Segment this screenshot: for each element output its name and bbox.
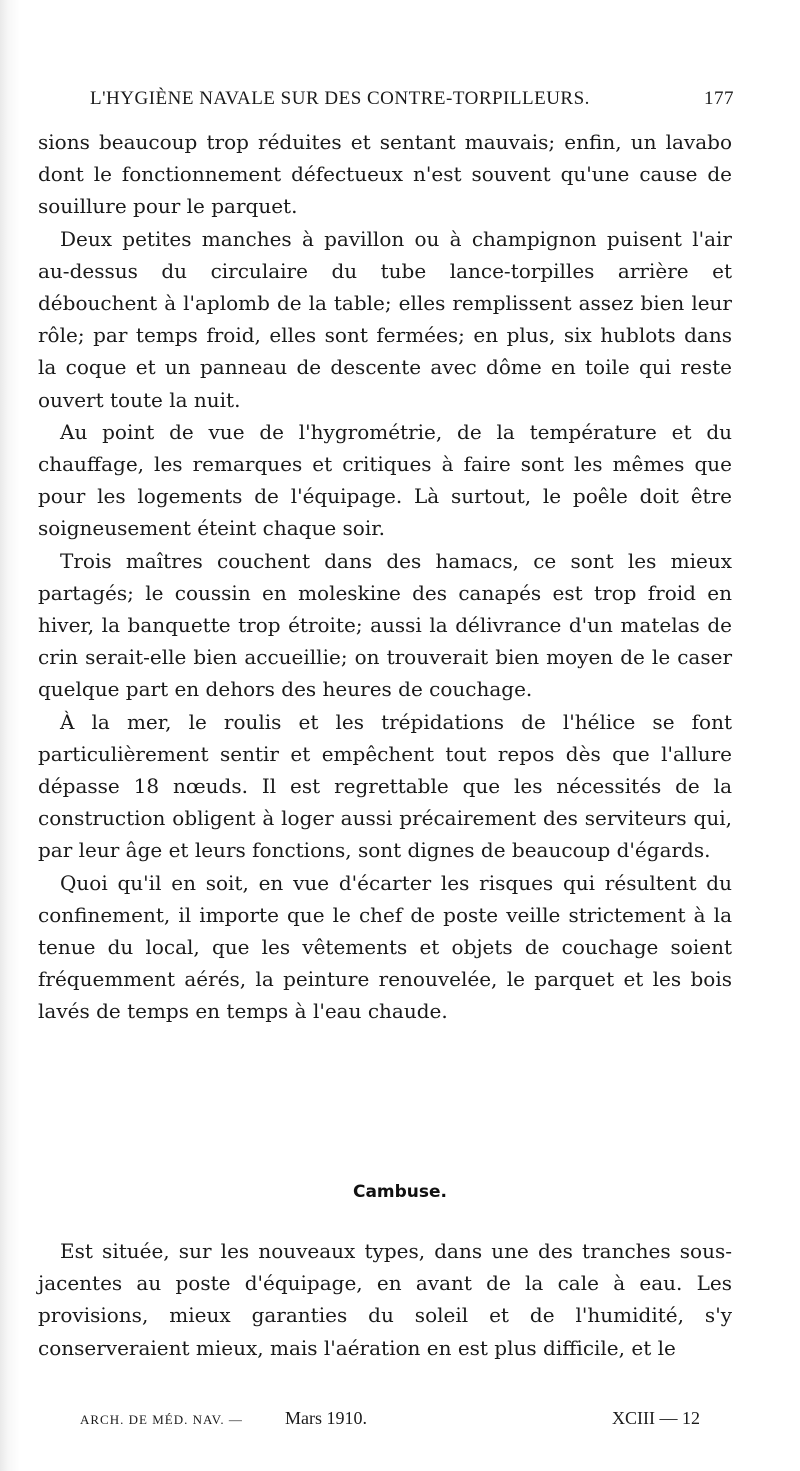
journal-title: ARCH. DE MÉD. NAV. — [80, 1412, 225, 1427]
main-text — [38, 126, 732, 1028]
paragraph: Deux petites manches à pavillon ou à champignon puisent l'air au-dessus du circulaire du tube lance-torpilles arrière et débouchent à l'aplomb de la table; elles remplissent assez bien leur rôle; par temps froid, elles sont fermées; en plus, six hublots dans la coque et un panneau de descente avec dôme en toile qui reste ouvert toute la nuit. — [38, 226, 732, 412]
page-footer — [80, 1408, 700, 1434]
section-text — [38, 1235, 732, 1364]
journal-name — [80, 1412, 243, 1428]
page-number: 177 — [704, 88, 734, 109]
issue-date: Mars 1910. — [285, 1408, 367, 1428]
footer-separator: — — [228, 1412, 243, 1427]
paragraph: sions beaucoup trop réduites et sentant mauvais; enfin, un lavabo dont le fonctionnement défectueux n'est souvent qu'une cause de souillure pour le parquet. — [38, 130, 732, 219]
running-head — [90, 88, 740, 120]
paragraph: Quoi qu'il en soit, en vue d'écarter les risques qui résultent du confinement, il importe que le chef de poste veille strictement à la tenue du local, que les vêtements et objets de couchage soient fréquemment aérés, la peinture renouvelée, le parquet et les bois lavés de temps en temps à l'eau chaude. — [38, 870, 732, 1024]
section-heading: Cambuse. — [352, 1182, 448, 1202]
paragraph: Est située, sur les nouveaux types, dans une des tranches sous-jacentes au poste d'équipage, en avant de la cale à eau. Les provisions, mieux garanties du soleil et de l'humidité, s'y conserveraient mieux, mais l'aération en est plus difficile, et le — [38, 1239, 732, 1360]
paragraph: Au point de vue de l'hygrométrie, de la température et du chauffage, les remarques et critiques à faire sont les mêmes que pour les logements de l'équipage. Là surtout, le poêle doit être soigneusement éteint chaque soir. — [38, 419, 732, 541]
paragraph: À la mer, le roulis et les trépidations de l'hélice se font particulièrement sentir et empêchent tout repos dès que l'allure dépasse 18 nœuds. Il est regrettable que les nécessités de la construction obligent à loger aussi précairement des serviteurs qui, par leur âge et leurs fonctions, sont dignes de beaucoup d'égards. — [38, 709, 732, 863]
volume-signature: XCIII — 12 — [612, 1408, 700, 1428]
running-title: L'HYGIÈNE NAVALE SUR DES CONTRE-TORPILLEURS. — [90, 88, 590, 109]
paragraph: Trois maîtres couchent dans des hamacs, ce sont les mieux partagés; le coussin en moleskine des canapés est trop froid en hiver, la banquette trop étroite; aussi la délivrance d'un matelas de crin serait-elle bien accueillie; on trouverait bien moyen de le caser quelque part en dehors des heures de couchage. — [38, 548, 732, 702]
